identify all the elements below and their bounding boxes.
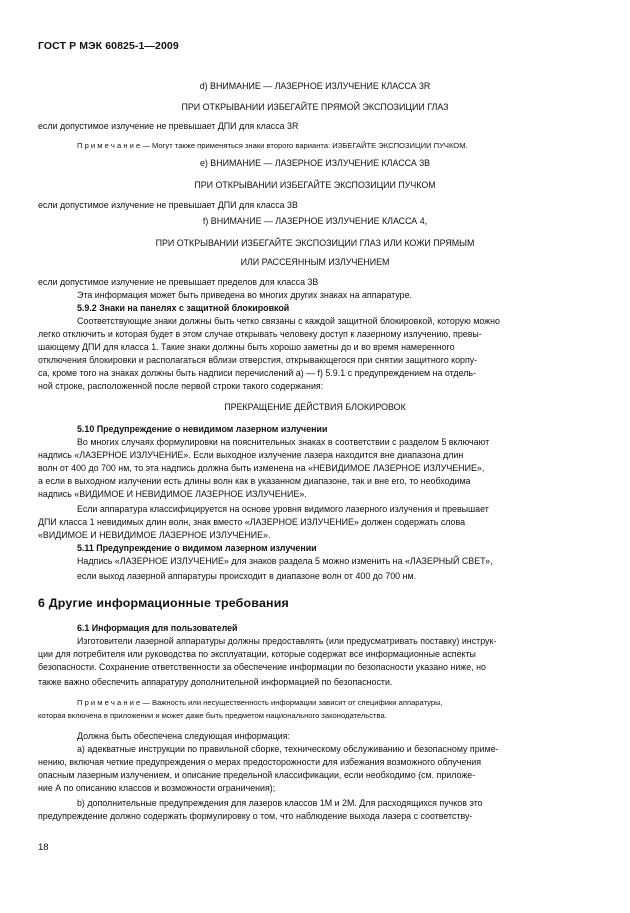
text-line: если допустимое излучение не превышает ДПИ для класса 3B: [38, 200, 298, 210]
text-line: легко отключить и которая будет в этом случае открывать человеку доступ к лазерному излучению, превы-: [38, 329, 482, 339]
note-label: П р и м е ч а н и е: [77, 141, 141, 150]
text-line: са, кроме того на знаках должны быть надписи перечислений а) — f) 5.9.1 с предупреждением на отдель-: [38, 368, 476, 378]
warning-3r-line-1: d) ВНИМАНИЕ — ЛАЗЕРНОЕ ИЗЛУЧЕНИЕ КЛАССА 3R: [199, 81, 431, 91]
text-line: Соответствующие знаки должны быть четко связаны с каждой защитной блокировкой, которую можно: [77, 316, 500, 326]
text-line: нению, включая четкие предупреждения о мерах предосторожности для избежания возможного облучения: [38, 757, 482, 767]
note-line: [77, 697, 443, 709]
section-heading-6-1: 6.1 Информация для пользователей: [77, 623, 238, 633]
text-line: также важно обеспечить аппаратуру дополнительной информацией по безопасности.: [38, 677, 393, 687]
text-line: Изготовители лазерной аппаратуры должны предоставлять (или предусматривать поставку) инструк-: [77, 636, 497, 646]
text-line: а если в выходном излучении есть длины волн как в указанном диапазоне, так и вне его, то необходима: [38, 476, 471, 486]
text-line: ции для потребителя или руководства по эксплуатации, которые содержат все информационные аспекты: [38, 649, 476, 659]
text-line: Во многих случаях формулировки на пояснительных знаках в соответствии с разделом 5 включают: [77, 437, 490, 447]
section-heading-5-10: 5.10 Предупреждение о невидимом лазерном излучении: [77, 424, 328, 434]
text-line: ной строке, расположенной после первой строки такого содержания:: [38, 381, 324, 391]
warning-3b-line-2: ПРИ ОТКРЫВАНИИ ИЗБЕГАЙТЕ ЭКСПОЗИЦИИ ПУЧКОМ: [194, 180, 436, 190]
text-line: ние А по описанию классов и возможности ограничения);: [38, 783, 276, 793]
warning-3b-line-1: e) ВНИМАНИЕ — ЛАЗЕРНОЕ ИЗЛУЧЕНИЕ КЛАССА 3B: [199, 158, 431, 168]
text-line: «ВИДИМОЕ И НЕВИДИМОЕ ЛАЗЕРНОЕ ИЗЛУЧЕНИЕ».: [38, 530, 271, 540]
text-line: Если аппаратура классифицируется на основе уровня видимого лазерного излучения и превышает: [77, 504, 489, 514]
note-line: [77, 140, 468, 152]
section-heading-5-11: 5.11 Предупреждение о видимом лазерном излучении: [77, 543, 317, 553]
text-line: Эта информация может быть приведена во многих других знаках на аппаратуре.: [77, 290, 412, 300]
interlock-warning: ПРЕКРАЩЕНИЕ ДЕЙСТВИЯ БЛОКИРОВОК: [224, 402, 406, 412]
note-text: — Важность или несущественность информации зависит от специфики аппаратуры,: [140, 698, 443, 707]
text-line: если выход лазерной аппаратуры происходит в диапазоне волн от 400 до 700 нм.: [77, 571, 417, 581]
warning-4-line-3: ИЛИ РАССЕЯННЫМ ИЗЛУЧЕНИЕМ: [240, 257, 390, 267]
section-heading-6: 6 Другие информационные требования: [38, 596, 289, 610]
text-line: Должна быть обеспечена следующая информация:: [77, 731, 291, 741]
warning-4-line-1: f) ВНИМАНИЕ — ЛАЗЕРНОЕ ИЗЛУЧЕНИЕ КЛАССА 4,: [202, 216, 428, 226]
text-line: надпись «ЛАЗЕРНОЕ ИЗЛУЧЕНИЕ». Если выходное излучение лазера находится вне диапазона длин: [38, 450, 464, 460]
warning-4-line-2: ПРИ ОТКРЫВАНИИ ИЗБЕГАЙТЕ ЭКСПОЗИЦИИ ГЛАЗ ИЛИ КОЖИ ПРЯМЫМ: [155, 238, 475, 248]
text-line: ДПИ класса 1 невидимых длин волн, знак вместо «ЛАЗЕРНОЕ ИЗЛУЧЕНИЕ» должен содержать слова: [38, 517, 466, 527]
text-line: шающему ДПИ для класса 1. Такие знаки должны быть хорошо заметны до и во время намеренного: [38, 342, 455, 352]
document-header: ГОСТ Р МЭК 60825-1—2009: [38, 40, 179, 52]
page-number: 18: [38, 842, 49, 853]
text-line: надпись «ВИДИМОЕ И НЕВИДИМОЕ ЛАЗЕРНОЕ ИЗЛУЧЕНИЕ».: [38, 489, 307, 499]
warning-3r-line-2: ПРИ ОТКРЫВАНИИ ИЗБЕГАЙТЕ ПРЯМОЙ ЭКСПОЗИЦИИ ГЛАЗ: [181, 102, 449, 112]
text-line: Надпись «ЛАЗЕРНОЕ ИЗЛУЧЕНИЕ» для знаков раздела 5 можно изменить на «ЛАЗЕРНЫЙ СВЕТ»,: [77, 556, 493, 566]
text-line: опасным лазерным излучением, и описание предельной классификации, если необходимо (см. приложе-: [38, 770, 476, 780]
text-line: безопасности. Сохранение ответственности за обеспечение информации по безопасности указано ниже, но: [38, 662, 486, 672]
text-line: предупреждение должно содержать формулировку о том, что наблюдение выхода лазера с соответству-: [38, 811, 473, 821]
text-line: если допустимое излучение не превышает ДПИ для класса 3R: [38, 121, 299, 131]
note-label: П р и м е ч а н и е: [77, 698, 141, 707]
section-heading-5-9-2: 5.9.2 Знаки на панелях с защитной блокировкой: [77, 303, 290, 313]
list-item-a: a) адекватные инструкции по правильной сборке, техническому обслуживанию и безопасному приме-: [77, 744, 499, 754]
text-line: отключения блокировки и располагаться вблизи отверстия, открывающегося при снятии защитного корпу-: [38, 355, 478, 365]
list-item-b: b) дополнительные предупреждения для лазеров классов 1М и 2М. Для расходящихся пучков это: [77, 798, 483, 808]
note-text: — Могут также применяться знаки второго варианта: ИЗБЕГАЙТЕ ЭКСПОЗИЦИИ ПУЧКОМ.: [140, 141, 468, 150]
note-line: которая включена в приложении и может даже быть предметом национального законодательства.: [38, 711, 387, 720]
text-line: волн от 400 до 700 нм, то эта надпись должна быть изменена на «НЕВИДИМОЕ ЛАЗЕРНОЕ ИЗЛУЧЕНИЕ»,: [38, 463, 485, 473]
text-line: если допустимое излучение не превышает пределов для класса 3B: [38, 277, 319, 287]
